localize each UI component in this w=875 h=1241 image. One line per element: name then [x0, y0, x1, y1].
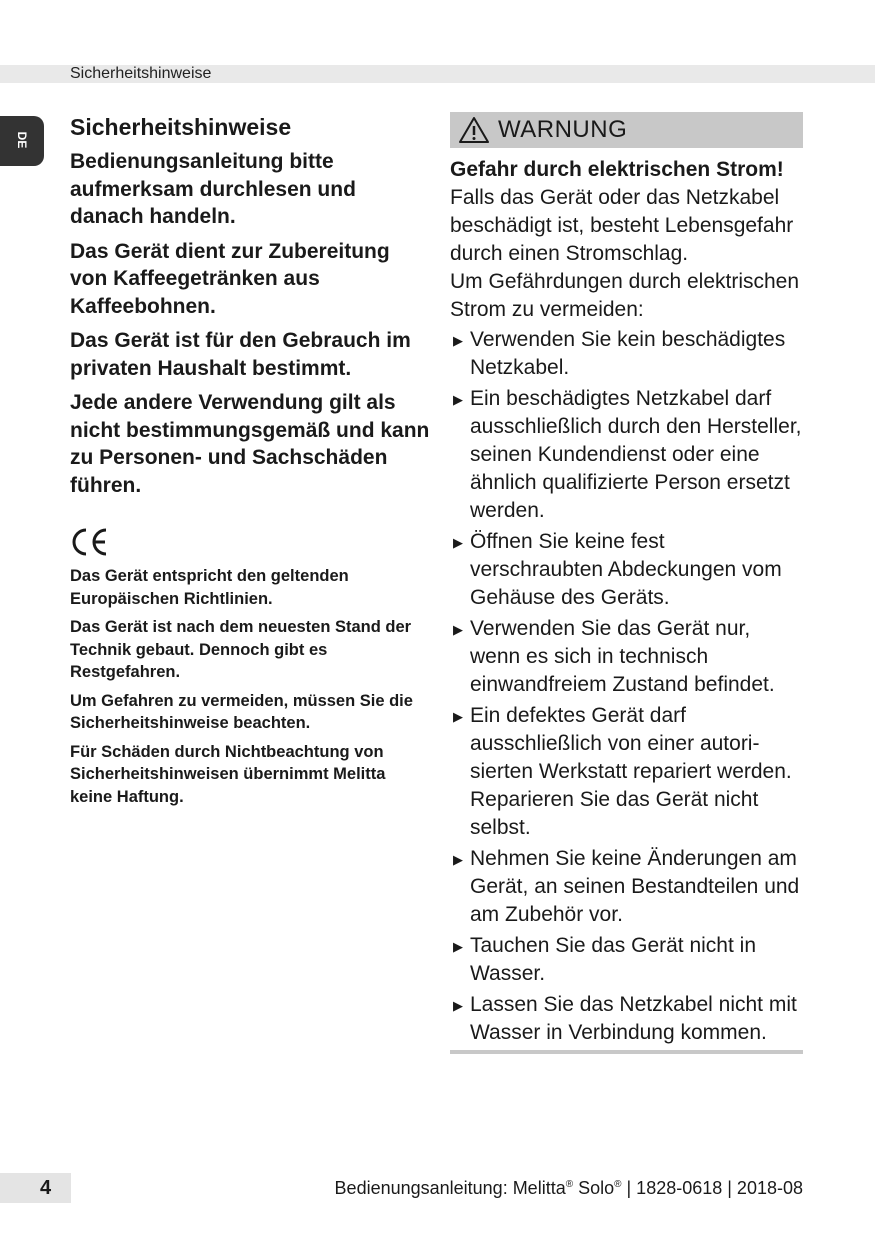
list-item-text: Öffnen Sie keine fest verschraubten Abdeckungen vom Gehäuse des Geräts. [470, 530, 782, 609]
footer-suffix: | 1828-0618 | 2018-08 [621, 1178, 803, 1198]
intro-paragraph: Bedienungsanleitung bitte aufmerksam durchlesen und danach handeln. [70, 150, 356, 228]
page-number-box [0, 1173, 71, 1203]
running-header: Sicherheitshinweise [70, 65, 212, 82]
list-item [450, 615, 803, 699]
warning-end-rule [450, 1050, 803, 1054]
list-item [450, 991, 803, 1047]
list-item [450, 326, 803, 382]
list-item-text: Verwenden Sie das Gerät nur, wenn es sich in technisch einwandfreiem Zustand befindet. [470, 617, 775, 696]
list-item-text: Tauchen Sie das Gerät nicht in Wasser. [470, 934, 757, 985]
warning-column [450, 112, 803, 1054]
warning-triangle-icon [458, 116, 490, 144]
footer-prefix: Bedienungsanleitung: Melitta [334, 1178, 566, 1198]
list-item [450, 528, 803, 612]
list-item-text: Verwenden Sie kein beschädigtes Netzkabel. [470, 328, 786, 379]
language-tab-label: DE [15, 131, 29, 149]
list-item [450, 845, 803, 929]
bullet-arrow-icon: ▶ [453, 392, 463, 407]
warning-header [450, 112, 803, 148]
list-item-text: Ein defektes Gerät darf ausschließlich von einer autori-sierten Werkstatt repariert werden. Reparieren Sie das Gerät nicht selbst. [470, 704, 792, 839]
warning-label: WARNUNG [498, 116, 628, 143]
bullet-arrow-icon: ▶ [453, 535, 463, 550]
registered-mark: ® [614, 1179, 622, 1190]
section-title: Sicherheitshinweise [70, 114, 292, 140]
bullet-arrow-icon: ▶ [453, 939, 463, 954]
left-column [70, 112, 430, 814]
list-item-text: Ein beschädigtes Netzkabel darf ausschließlich durch den Hersteller, seinen Kundendienst oder eine ähnlich qualifizierte Person ersetzt werden. [470, 387, 802, 522]
intro-paragraph: Das Gerät ist für den Gebrauch im privaten Haushalt bestimmt. [70, 329, 411, 380]
compliance-paragraph: Das Gerät ist nach dem neuesten Stand der Technik gebaut. Dennoch gibt es Restgefahren. [70, 618, 412, 681]
warning-text: Um Gefährdungen durch elektrischen Strom zu vermeiden: [450, 270, 800, 321]
intro-paragraph: Das Gerät dient zur Zubereitung von Kaffeegetränken aus Kaffeebohnen. [70, 239, 390, 318]
bullet-arrow-icon: ▶ [453, 622, 463, 637]
warning-text: Falls das Gerät oder das Netzkabel beschädigt ist, besteht Lebensgefahr durch einen Stromschlag. [450, 186, 794, 265]
danger-title: Gefahr durch elektrischen Strom! [450, 158, 784, 181]
list-item-text: Lassen Sie das Netzkabel nicht mit Wasser in Verbindung kommen. [470, 993, 797, 1044]
footer-product: Solo [573, 1178, 615, 1198]
list-item [450, 932, 803, 988]
warning-list [450, 326, 803, 1047]
compliance-paragraph: Das Gerät entspricht den geltenden Europäischen Richtlinien. [70, 567, 349, 608]
language-tab [0, 116, 44, 166]
list-item-text: Nehmen Sie keine Änderungen am Gerät, an seinen Bestandteilen und am Zubehör vor. [470, 847, 800, 926]
intro-paragraph: Jede andere Verwendung gilt als nicht bestimmungsgemäß und kann zu Personen- und Sachschäden führen. [70, 391, 430, 497]
ce-mark-icon [70, 525, 430, 565]
bullet-arrow-icon: ▶ [453, 333, 463, 348]
compliance-paragraph: Für Schäden durch Nichtbeachtung von Sicherheitshinweisen übernimmt Melitta keine Haftung. [70, 742, 386, 806]
bullet-arrow-icon: ▶ [453, 852, 463, 867]
list-item [450, 385, 803, 525]
bullet-arrow-icon: ▶ [453, 998, 463, 1013]
footer-doc-info [335, 1178, 803, 1199]
compliance-paragraph: Um Gefahren zu vermeiden, müssen Sie die Sicherheitshinweise beachten. [70, 691, 413, 732]
page-number: 4 [40, 1177, 52, 1199]
list-item [450, 702, 803, 842]
registered-mark: ® [565, 1179, 574, 1190]
bullet-arrow-icon: ▶ [453, 709, 463, 724]
